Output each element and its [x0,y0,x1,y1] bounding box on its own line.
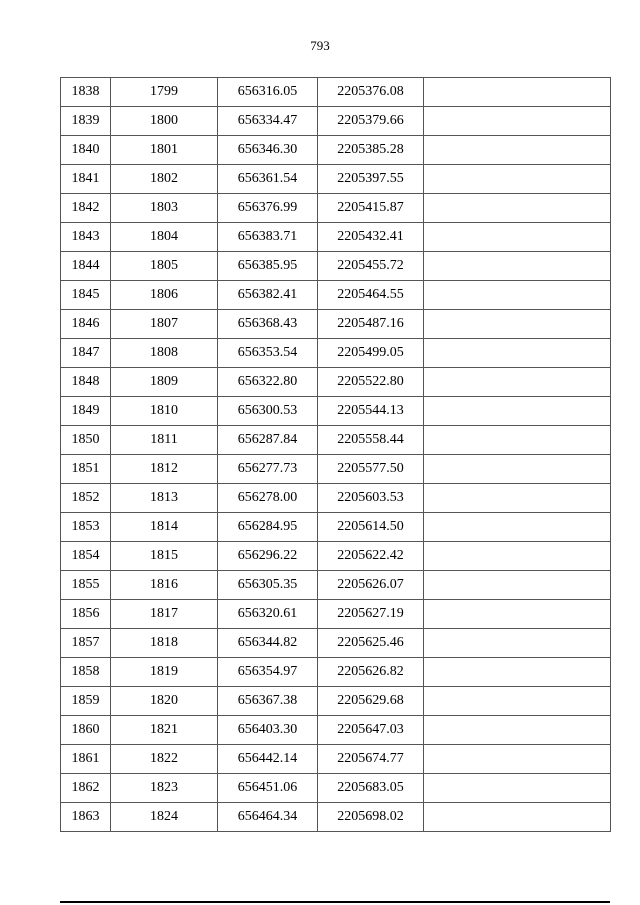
note-cell [424,629,611,658]
x-coordinate-cell: 656287.84 [218,426,318,455]
note-cell [424,716,611,745]
row-index-cell: 1842 [61,194,111,223]
point-number-cell: 1811 [111,426,218,455]
table-row [61,513,611,542]
row-index-cell: 1851 [61,455,111,484]
y-coordinate-cell: 2205499.05 [318,339,424,368]
y-coordinate-cell: 2205415.87 [318,194,424,223]
point-number-cell: 1815 [111,542,218,571]
table-row [61,310,611,339]
point-number-cell: 1806 [111,281,218,310]
table-row [61,658,611,687]
x-coordinate-cell: 656320.61 [218,600,318,629]
page-number: 793 [310,38,330,53]
x-coordinate-cell: 656346.30 [218,136,318,165]
note-cell [424,397,611,426]
point-number-cell: 1814 [111,513,218,542]
row-index-cell: 1849 [61,397,111,426]
y-coordinate-cell: 2205683.05 [318,774,424,803]
note-cell [424,281,611,310]
x-coordinate-cell: 656322.80 [218,368,318,397]
point-number-cell: 1800 [111,107,218,136]
row-index-cell: 1845 [61,281,111,310]
note-cell [424,107,611,136]
table-row [61,600,611,629]
row-index-cell: 1862 [61,774,111,803]
point-number-cell: 1804 [111,223,218,252]
y-coordinate-cell: 2205522.80 [318,368,424,397]
note-cell [424,339,611,368]
x-coordinate-cell: 656305.35 [218,571,318,600]
x-coordinate-cell: 656382.41 [218,281,318,310]
row-index-cell: 1857 [61,629,111,658]
y-coordinate-cell: 2205558.44 [318,426,424,455]
row-index-cell: 1860 [61,716,111,745]
y-coordinate-cell: 2205577.50 [318,455,424,484]
point-number-cell: 1801 [111,136,218,165]
note-cell [424,136,611,165]
x-coordinate-cell: 656316.05 [218,78,318,107]
row-index-cell: 1839 [61,107,111,136]
y-coordinate-cell: 2205625.46 [318,629,424,658]
y-coordinate-cell: 2205379.66 [318,107,424,136]
y-coordinate-cell: 2205674.77 [318,745,424,774]
note-cell [424,252,611,281]
point-number-cell: 1807 [111,310,218,339]
x-coordinate-cell: 656354.97 [218,658,318,687]
row-index-cell: 1850 [61,426,111,455]
x-coordinate-cell: 656361.54 [218,165,318,194]
y-coordinate-cell: 2205603.53 [318,484,424,513]
table-row [61,571,611,600]
table-row [61,78,611,107]
table-row [61,629,611,658]
y-coordinate-cell: 2205629.68 [318,687,424,716]
y-coordinate-cell: 2205432.41 [318,223,424,252]
point-number-cell: 1813 [111,484,218,513]
x-coordinate-cell: 656278.00 [218,484,318,513]
table-row [61,687,611,716]
y-coordinate-cell: 2205627.19 [318,600,424,629]
table-row [61,107,611,136]
table-row [61,165,611,194]
row-index-cell: 1847 [61,339,111,368]
table-row [61,774,611,803]
row-index-cell: 1848 [61,368,111,397]
row-index-cell: 1846 [61,310,111,339]
x-coordinate-cell: 656367.38 [218,687,318,716]
table-row [61,426,611,455]
row-index-cell: 1852 [61,484,111,513]
note-cell [424,600,611,629]
point-number-cell: 1809 [111,368,218,397]
x-coordinate-cell: 656284.95 [218,513,318,542]
note-cell [424,687,611,716]
y-coordinate-cell: 2205622.42 [318,542,424,571]
note-cell [424,223,611,252]
point-number-cell: 1819 [111,658,218,687]
note-cell [424,78,611,107]
x-coordinate-cell: 656300.53 [218,397,318,426]
note-cell [424,165,611,194]
x-coordinate-cell: 656451.06 [218,774,318,803]
x-coordinate-cell: 656383.71 [218,223,318,252]
row-index-cell: 1838 [61,78,111,107]
table-row [61,455,611,484]
note-cell [424,194,611,223]
x-coordinate-cell: 656296.22 [218,542,318,571]
point-number-cell: 1810 [111,397,218,426]
row-index-cell: 1854 [61,542,111,571]
x-coordinate-cell: 656368.43 [218,310,318,339]
note-cell [424,513,611,542]
row-index-cell: 1859 [61,687,111,716]
note-cell [424,310,611,339]
row-index-cell: 1840 [61,136,111,165]
x-coordinate-cell: 656403.30 [218,716,318,745]
row-index-cell: 1863 [61,803,111,832]
table-row [61,397,611,426]
point-number-cell: 1818 [111,629,218,658]
y-coordinate-cell: 2205626.07 [318,571,424,600]
row-index-cell: 1853 [61,513,111,542]
table-row [61,542,611,571]
y-coordinate-cell: 2205376.08 [318,78,424,107]
point-number-cell: 1802 [111,165,218,194]
table-row [61,803,611,832]
point-number-cell: 1805 [111,252,218,281]
x-coordinate-cell: 656464.34 [218,803,318,832]
y-coordinate-cell: 2205647.03 [318,716,424,745]
row-index-cell: 1844 [61,252,111,281]
table-body [61,78,611,832]
note-cell [424,542,611,571]
y-coordinate-cell: 2205464.55 [318,281,424,310]
point-number-cell: 1803 [111,194,218,223]
row-index-cell: 1856 [61,600,111,629]
y-coordinate-cell: 2205698.02 [318,803,424,832]
table-row [61,339,611,368]
x-coordinate-cell: 656376.99 [218,194,318,223]
x-coordinate-cell: 656353.54 [218,339,318,368]
note-cell [424,774,611,803]
point-number-cell: 1799 [111,78,218,107]
y-coordinate-cell: 2205544.13 [318,397,424,426]
row-index-cell: 1843 [61,223,111,252]
point-number-cell: 1820 [111,687,218,716]
x-coordinate-cell: 656442.14 [218,745,318,774]
point-number-cell: 1822 [111,745,218,774]
note-cell [424,658,611,687]
point-number-cell: 1824 [111,803,218,832]
y-coordinate-cell: 2205487.16 [318,310,424,339]
point-number-cell: 1812 [111,455,218,484]
y-coordinate-cell: 2205455.72 [318,252,424,281]
note-cell [424,571,611,600]
x-coordinate-cell: 656344.82 [218,629,318,658]
coordinates-table [60,77,611,832]
note-cell [424,803,611,832]
note-cell [424,368,611,397]
table-row [61,484,611,513]
y-coordinate-cell: 2205626.82 [318,658,424,687]
footer-rule [60,901,610,903]
note-cell [424,484,611,513]
x-coordinate-cell: 656334.47 [218,107,318,136]
table-row [61,223,611,252]
point-number-cell: 1808 [111,339,218,368]
table-row [61,252,611,281]
row-index-cell: 1855 [61,571,111,600]
note-cell [424,745,611,774]
x-coordinate-cell: 656277.73 [218,455,318,484]
note-cell [424,455,611,484]
table-row [61,716,611,745]
table-row [61,368,611,397]
y-coordinate-cell: 2205614.50 [318,513,424,542]
x-coordinate-cell: 656385.95 [218,252,318,281]
point-number-cell: 1823 [111,774,218,803]
point-number-cell: 1817 [111,600,218,629]
point-number-cell: 1816 [111,571,218,600]
row-index-cell: 1858 [61,658,111,687]
point-number-cell: 1821 [111,716,218,745]
table-row [61,281,611,310]
row-index-cell: 1841 [61,165,111,194]
y-coordinate-cell: 2205385.28 [318,136,424,165]
row-index-cell: 1861 [61,745,111,774]
table-row [61,745,611,774]
y-coordinate-cell: 2205397.55 [318,165,424,194]
table-row [61,194,611,223]
table-row [61,136,611,165]
note-cell [424,426,611,455]
